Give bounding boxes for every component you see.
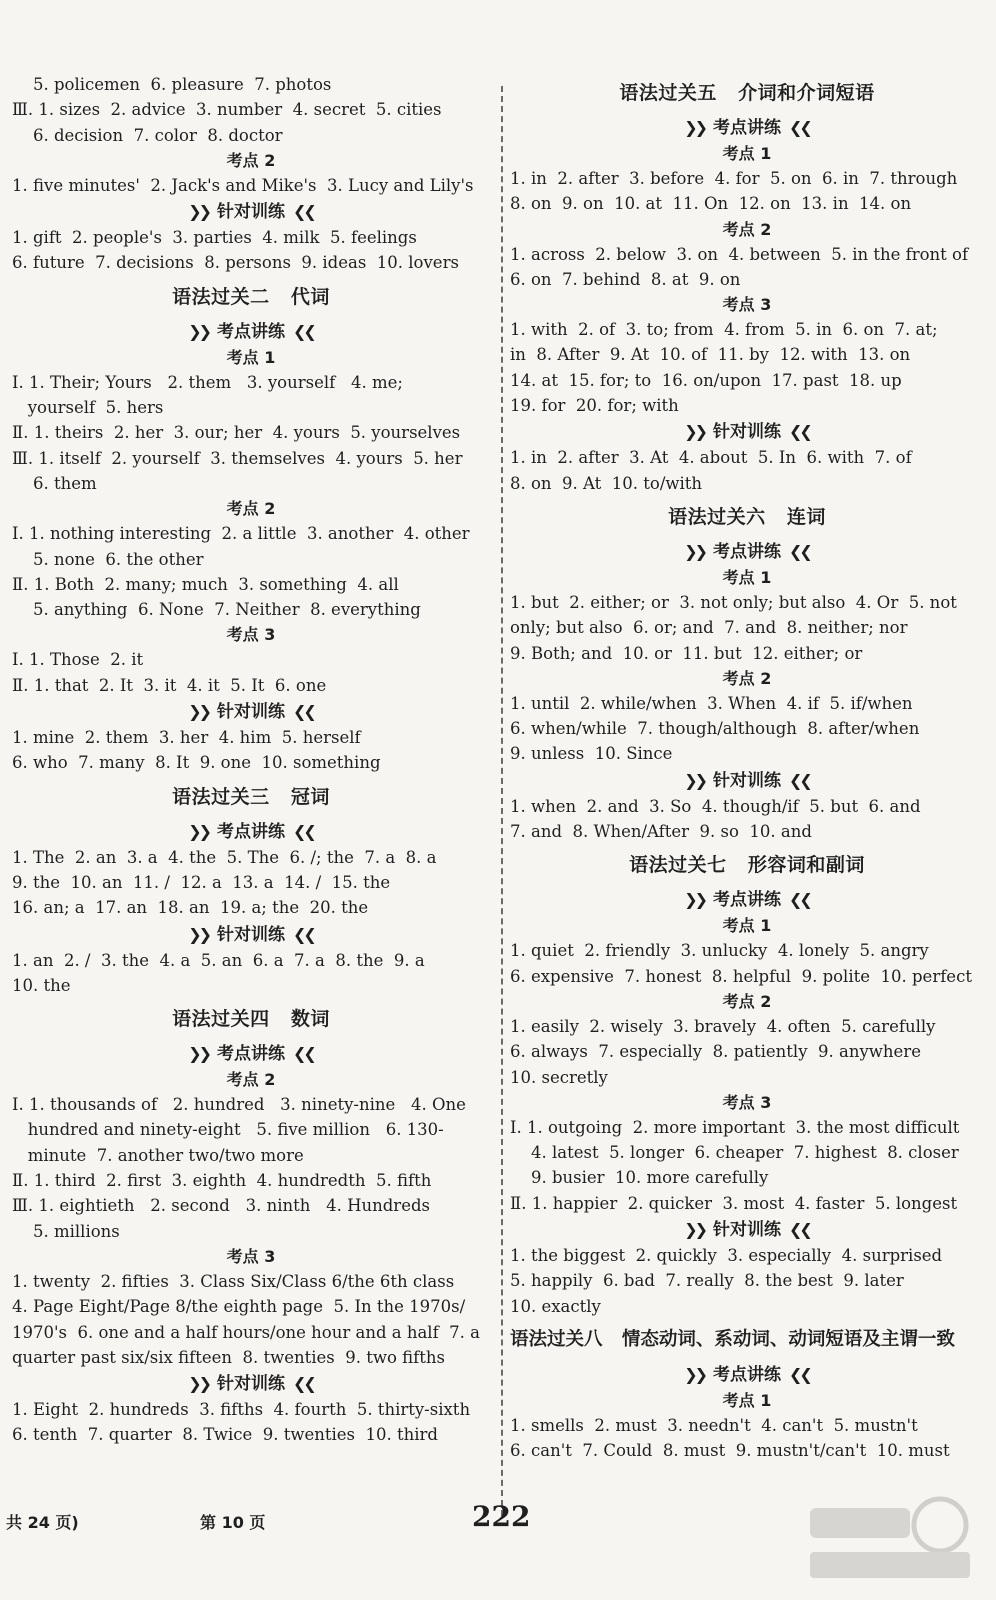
answer-line: 1. when 2. and 3. So 4. though/if 5. but 6. and bbox=[510, 796, 921, 816]
double-chevron-left-icon: ❮❮ bbox=[789, 422, 810, 442]
answer-line: 6. decision 7. color 8. doctor bbox=[12, 125, 283, 145]
double-chevron-left-icon: ❮❮ bbox=[293, 924, 314, 944]
answer-line: minute 7. another two/two more bbox=[12, 1145, 304, 1165]
subsection-label: 考点 2 bbox=[226, 150, 276, 170]
answer-line: 9. the 10. an 11. / 12. a 13. a 14. / 15. the bbox=[12, 872, 391, 892]
answer-line: 6. always 7. especially 8. patiently 9. anywhere bbox=[510, 1042, 921, 1062]
answer-line: 10. exactly bbox=[510, 1296, 601, 1316]
double-chevron-right-icon: ❯❯ bbox=[684, 1364, 705, 1384]
answer-line: 8. on 9. At 10. to/with bbox=[510, 473, 703, 493]
double-chevron-right-icon: ❯❯ bbox=[684, 541, 705, 561]
answer-line: Ⅱ. 1. that 2. It 3. it 4. it 5. It 6. one bbox=[12, 675, 327, 695]
banner-label: 考点讲练 bbox=[217, 821, 285, 842]
answer-line: 6. on 7. behind 8. at 9. on bbox=[510, 269, 741, 289]
section-banner bbox=[12, 698, 490, 725]
banner-label: 针对训练 bbox=[217, 202, 285, 223]
subsection-label: 考点 2 bbox=[722, 668, 772, 688]
footer-total-pages: 共 24 页) bbox=[6, 1513, 79, 1532]
subsection-label: 考点 2 bbox=[226, 1070, 276, 1090]
double-chevron-right-icon: ❯❯ bbox=[684, 118, 705, 137]
answer-line: Ⅱ. 1. happier 2. quicker 3. most 4. faster 5. longest bbox=[510, 1193, 958, 1213]
answer-line: 10. the bbox=[12, 975, 71, 995]
double-chevron-left-icon: ❮❮ bbox=[293, 821, 314, 841]
footer-page-label: 第 10 页 bbox=[200, 1513, 266, 1532]
answer-line: 8. on 9. on 10. at 11. On 12. on 13. in 14. on bbox=[510, 194, 912, 214]
section-heading: 语法过关二 代词 bbox=[172, 285, 330, 308]
double-chevron-right-icon: ❯❯ bbox=[188, 1044, 209, 1064]
answer-line: 1. five minutes' 2. Jack's and Mike's 3. Lucy and Lily's bbox=[12, 175, 474, 195]
answer-line: 5. policemen 6. pleasure 7. photos bbox=[12, 75, 332, 94]
answer-line: in 8. After 9. At 10. of 11. by 12. with 13. on bbox=[510, 345, 911, 365]
answer-line: 10. secretly bbox=[510, 1067, 608, 1087]
section-banner bbox=[510, 114, 984, 141]
banner-label: 针对训练 bbox=[713, 1220, 781, 1241]
answer-line: 5. happily 6. bad 7. really 8. the best 9. later bbox=[510, 1271, 904, 1291]
answer-line: 1. in 2. after 3. before 4. for 5. on 6. in 7. through bbox=[510, 169, 958, 188]
answer-line: 9. busier 10. more carefully bbox=[510, 1168, 769, 1188]
answer-line: 5. millions bbox=[12, 1221, 120, 1241]
left-column bbox=[12, 72, 490, 1448]
double-chevron-left-icon: ❮❮ bbox=[293, 202, 314, 222]
subsection-label: 考点 3 bbox=[226, 625, 276, 645]
answer-line: 9. unless 10. Since bbox=[510, 744, 673, 764]
section-banner bbox=[510, 1216, 984, 1243]
double-chevron-left-icon: ❮❮ bbox=[789, 541, 810, 561]
banner-label: 考点讲练 bbox=[713, 118, 781, 138]
answer-line: Ⅰ. 1. Their; Yours 2. them 3. yourself 4. me; bbox=[12, 372, 403, 392]
banner-label: 针对训练 bbox=[713, 770, 781, 791]
answer-line: only; but also 6. or; and 7. and 8. neither; nor bbox=[510, 618, 908, 638]
answer-line: 6. can't 7. Could 8. must 9. mustn't/can't 10. must bbox=[510, 1441, 950, 1461]
double-chevron-right-icon: ❯❯ bbox=[188, 321, 209, 341]
double-chevron-left-icon: ❮❮ bbox=[293, 321, 314, 341]
double-chevron-left-icon: ❮❮ bbox=[789, 118, 810, 137]
subsection-label: 考点 1 bbox=[722, 144, 772, 163]
section-heading: 语法过关七 形容词和副词 bbox=[629, 854, 865, 877]
double-chevron-right-icon: ❯❯ bbox=[188, 821, 209, 841]
answer-line: 1. mine 2. them 3. her 4. him 5. herself bbox=[12, 728, 361, 748]
double-chevron-right-icon: ❯❯ bbox=[188, 202, 209, 222]
answer-line: 6. them bbox=[12, 473, 97, 493]
section-banner bbox=[510, 767, 984, 794]
double-chevron-right-icon: ❯❯ bbox=[684, 1220, 705, 1240]
section-heading: 语法过关八 情态动词、系动词、动词短语及主谓一致 bbox=[510, 1328, 955, 1350]
double-chevron-right-icon: ❯❯ bbox=[188, 924, 209, 944]
section-heading: 语法过关五 介词和介词短语 bbox=[619, 82, 875, 104]
right-column bbox=[510, 72, 984, 1464]
double-chevron-right-icon: ❯❯ bbox=[684, 770, 705, 790]
answer-line: 7. and 8. When/After 9. so 10. and bbox=[510, 822, 812, 842]
section-banner bbox=[510, 1361, 984, 1388]
answer-line: 6. future 7. decisions 8. persons 9. ideas 10. lovers bbox=[12, 253, 459, 273]
section-banner bbox=[12, 818, 490, 845]
section-heading: 语法过关六 连词 bbox=[668, 505, 826, 528]
section-heading: 语法过关四 数词 bbox=[172, 1008, 330, 1031]
answer-line: quarter past six/six fifteen 8. twenties 9. two fifths bbox=[12, 1347, 445, 1367]
section-banner bbox=[12, 198, 490, 225]
column-divider bbox=[501, 86, 503, 1516]
subsection-label: 考点 3 bbox=[722, 295, 772, 315]
double-chevron-left-icon: ❮❮ bbox=[293, 1044, 314, 1064]
answer-line: 1. easily 2. wisely 3. bravely 4. often 5. carefully bbox=[510, 1016, 936, 1036]
subsection-label: 考点 3 bbox=[722, 1092, 772, 1112]
answer-line: Ⅱ. 1. theirs 2. her 3. our; her 4. yours 5. yourselves bbox=[12, 423, 461, 443]
banner-label: 考点讲练 bbox=[713, 1364, 781, 1385]
answer-line: 6. when/while 7. though/although 8. after/when bbox=[510, 719, 920, 739]
answer-line: 1. with 2. of 3. to; from 4. from 5. in 6. on 7. at; bbox=[510, 320, 938, 340]
double-chevron-right-icon: ❯❯ bbox=[684, 890, 705, 910]
answer-line: 1. until 2. while/when 3. When 4. if 5. if/when bbox=[510, 693, 913, 713]
answer-line: 9. Both; and 10. or 11. but 12. either; or bbox=[510, 643, 863, 663]
answer-line: 6. tenth 7. quarter 8. Twice 9. twenties 10. third bbox=[12, 1425, 438, 1445]
section-banner bbox=[12, 1370, 490, 1397]
answer-line: 1. an 2. / 3. the 4. a 5. an 6. a 7. a 8. the 9. a bbox=[12, 950, 425, 970]
answer-line: Ⅲ. 1. itself 2. yourself 3. themselves 4. yours 5. her bbox=[12, 448, 463, 468]
answer-line: Ⅰ. 1. nothing interesting 2. a little 3. another 4. other bbox=[12, 524, 470, 544]
banner-label: 针对训练 bbox=[217, 702, 285, 723]
answer-line: 4. latest 5. longer 6. cheaper 7. highest 8. closer bbox=[510, 1143, 959, 1163]
answer-line: 19. for 20. for; with bbox=[510, 396, 679, 416]
subsection-label: 考点 1 bbox=[722, 916, 772, 936]
answer-line: 1. the biggest 2. quickly 3. especially 4. surprised bbox=[510, 1246, 943, 1266]
section-banner bbox=[510, 886, 984, 913]
answer-line: 4. Page Eight/Page 8/the eighth page 5. In the 1970s/ bbox=[12, 1297, 466, 1317]
double-chevron-left-icon: ❮❮ bbox=[789, 1364, 810, 1384]
section-heading: 语法过关三 冠词 bbox=[172, 785, 330, 808]
watermark-logo bbox=[800, 1490, 980, 1590]
answer-line: hundred and ninety-eight 5. five million 6. 130- bbox=[12, 1120, 444, 1140]
subsection-label: 考点 1 bbox=[226, 347, 276, 367]
answer-line: Ⅲ. 1. eightieth 2. second 3. ninth 4. Hundreds bbox=[12, 1196, 430, 1216]
double-chevron-right-icon: ❯❯ bbox=[684, 422, 705, 442]
banner-label: 针对训练 bbox=[713, 422, 781, 443]
subsection-label: 考点 3 bbox=[226, 1246, 276, 1266]
answer-line: Ⅲ. 1. sizes 2. advice 3. number 4. secret 5. cities bbox=[12, 100, 442, 120]
answer-line: Ⅰ. 1. thousands of 2. hundred 3. ninety-nine 4. One bbox=[12, 1095, 466, 1115]
double-chevron-left-icon: ❮❮ bbox=[789, 1220, 810, 1240]
subsection-label: 考点 2 bbox=[722, 991, 772, 1011]
double-chevron-left-icon: ❮❮ bbox=[293, 702, 314, 722]
banner-label: 考点讲练 bbox=[713, 890, 781, 911]
answer-line: 1. quiet 2. friendly 3. unlucky 4. lonely 5. angry bbox=[510, 941, 929, 961]
answer-line: 6. who 7. many 8. It 9. one 10. something bbox=[12, 753, 381, 773]
double-chevron-left-icon: ❮❮ bbox=[293, 1374, 314, 1394]
banner-label: 针对训练 bbox=[217, 924, 285, 945]
double-chevron-right-icon: ❯❯ bbox=[188, 1374, 209, 1394]
section-banner bbox=[510, 538, 984, 565]
section-banner bbox=[12, 921, 490, 948]
banner-label: 考点讲练 bbox=[217, 1044, 285, 1065]
answer-line: 1. twenty 2. fifties 3. Class Six/Class 6/the 6th class bbox=[12, 1271, 455, 1291]
answer-line: 1. Eight 2. hundreds 3. fifths 4. fourth 5. thirty-sixth bbox=[12, 1400, 471, 1420]
answer-line: 1. across 2. below 3. on 4. between 5. in the front of bbox=[510, 244, 969, 264]
answer-line: 1. gift 2. people's 3. parties 4. milk 5. feelings bbox=[12, 228, 417, 248]
answer-line: Ⅰ. 1. outgoing 2. more important 3. the most difficult bbox=[510, 1117, 960, 1137]
section-banner bbox=[12, 1040, 490, 1067]
banner-label: 考点讲练 bbox=[217, 321, 285, 342]
section-banner bbox=[510, 418, 984, 445]
subsection-label: 考点 1 bbox=[722, 567, 772, 587]
page-number: 222 bbox=[472, 1500, 531, 1533]
subsection-label: 考点 2 bbox=[722, 219, 772, 239]
banner-label: 考点讲练 bbox=[713, 541, 781, 562]
banner-label: 针对训练 bbox=[217, 1374, 285, 1395]
answer-line: Ⅱ. 1. third 2. first 3. eighth 4. hundredth 5. fifth bbox=[12, 1171, 432, 1191]
double-chevron-left-icon: ❮❮ bbox=[789, 770, 810, 790]
double-chevron-left-icon: ❮❮ bbox=[789, 890, 810, 910]
answer-line: 14. at 15. for; to 16. on/upon 17. past 18. up bbox=[510, 370, 902, 390]
double-chevron-right-icon: ❯❯ bbox=[188, 702, 209, 722]
answer-line: yourself 5. hers bbox=[12, 398, 164, 418]
answer-line: 1. smells 2. must 3. needn't 4. can't 5. mustn't bbox=[510, 1415, 918, 1435]
answer-line: 1. but 2. either; or 3. not only; but also 4. Or 5. not bbox=[510, 592, 957, 612]
answer-line: 1. in 2. after 3. At 4. about 5. In 6. with 7. of bbox=[510, 448, 912, 468]
section-banner bbox=[12, 318, 490, 345]
subsection-label: 考点 2 bbox=[226, 499, 276, 519]
answer-line: 5. anything 6. None 7. Neither 8. everything bbox=[12, 600, 421, 620]
answer-line: Ⅱ. 1. Both 2. many; much 3. something 4. all bbox=[12, 574, 399, 594]
answer-line: 1970's 6. one and a half hours/one hour and a half 7. a bbox=[12, 1322, 480, 1342]
answer-line: 16. an; a 17. an 18. an 19. a; the 20. the bbox=[12, 898, 369, 918]
answer-line: Ⅰ. 1. Those 2. it bbox=[12, 650, 144, 670]
answer-line: 1. The 2. an 3. a 4. the 5. The 6. /; the 7. a 8. a bbox=[12, 847, 437, 867]
subsection-label: 考点 1 bbox=[722, 1390, 772, 1410]
answer-line: 5. none 6. the other bbox=[12, 549, 204, 569]
answer-line: 6. expensive 7. honest 8. helpful 9. polite 10. perfect bbox=[510, 966, 972, 986]
